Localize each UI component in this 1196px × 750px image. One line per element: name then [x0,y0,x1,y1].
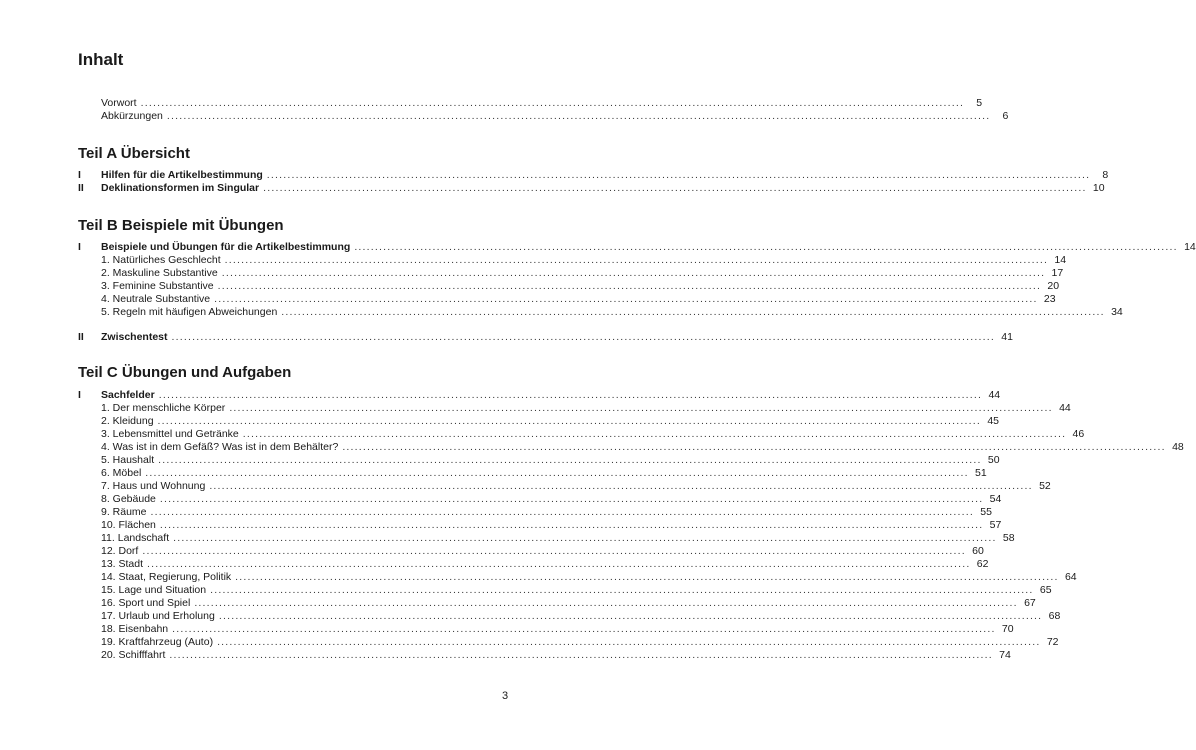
toc-entry-number: II [78,182,84,194]
toc-entry-label: 3. Lebensmittel und Getränke [101,428,239,440]
toc-entry [78,306,1123,319]
toc-entry-label: 13. Stadt [101,558,144,570]
dot-leader: ........................................................................................................................................................................................................ [354,241,1178,253]
toc-entry [78,169,1109,182]
toc-entry-label: 1. Der menschliche Körper [101,402,226,414]
toc-entry-page: 8 [1102,169,1109,181]
teil-b-heading: Teil B Beispiele mit Übungen [78,217,284,234]
dot-leader: ........................................................................................................................................................................................................ [217,280,1042,292]
toc-entry-label: 5. Haushalt [101,454,155,466]
toc-entry-label: 9. Räume [101,506,147,518]
toc-entry-label: 6. Möbel [101,467,142,479]
toc-entry [78,267,1064,280]
toc-entry-page: 14 [1184,241,1196,253]
toc-entry-label: Sachfelder [101,389,155,401]
toc-entry [78,441,1184,454]
toc-entry-page: 41 [1001,331,1013,343]
dot-leader: ........................................................................................................................................................................................................ [166,110,991,122]
toc-entry-page: 50 [987,454,1000,466]
toc-entry [78,558,989,571]
toc-entry-page: 23 [1043,293,1056,305]
teil-a-heading: Teil A Übersicht [78,145,190,162]
toc-entry [78,636,1059,649]
toc-entry-page: 46 [1072,428,1085,440]
toc-entry-page: 54 [989,493,1002,505]
toc-entry-page: 17 [1051,267,1064,279]
toc-entry [78,545,984,558]
dot-leader: ........................................................................................................................................................................................................ [224,254,1049,266]
toc-entry-label: 11. Landschaft [101,532,170,544]
toc-entry [78,293,1056,306]
toc-entry-label: 16. Sport und Spiel [101,597,191,609]
toc-entry [78,532,1015,545]
toc-entry-label: 3. Feminine Substantive [101,280,214,292]
dot-leader: ........................................................................................................................................................................................................ [242,428,1067,440]
toc-entry-page: 44 [988,389,1001,401]
dot-leader: ........................................................................................................................................................................................................ [210,584,1034,596]
dot-leader: ........................................................................................................................................................................................................ [214,293,1038,305]
toc-entry-page: 10 [1092,182,1105,194]
toc-entry [78,428,1085,441]
toc-entry [78,331,1013,344]
toc-entry-page: 74 [999,649,1011,661]
toc-entry-label: 2. Maskuline Substantive [101,267,218,279]
dot-leader: ........................................................................................................................................................................................................ [209,480,1033,492]
toc-entry-label: 12. Dorf [101,545,139,557]
teil-c-heading: Teil C Übungen und Aufgaben [78,364,292,381]
dot-leader: ........................................................................................................................................................................................................ [150,506,974,518]
toc-entry-page: 70 [1001,623,1014,635]
toc-entry-page: 62 [976,558,989,570]
toc-entry [78,454,1000,467]
dot-leader: ........................................................................................................................................................................................................ [147,558,971,570]
toc-entry-label: 5. Regeln mit häufigen Abweichungen [101,306,278,318]
dot-leader: ........................................................................................................................................................................................................ [229,402,1053,414]
toc-entry [78,254,1067,267]
toc-entry [78,97,983,110]
toc-entry-page: 44 [1059,402,1071,414]
toc-entry-label: 15. Lage und Situation [101,584,207,596]
toc-entry-label: 19. Kraftfahrzeug (Auto) [101,636,214,648]
toc-entry-page: 68 [1048,610,1061,622]
toc-entry-page: 48 [1172,441,1184,453]
page-number: 3 [502,690,509,702]
dot-leader: ........................................................................................................................................................................................................ [194,597,1018,609]
toc-entry-page: 14 [1054,254,1067,266]
toc-entry [78,389,1001,402]
toc-entry [78,571,1077,584]
dot-leader: ........................................................................................................................................................................................................ [217,636,1041,648]
dot-leader: ........................................................................................................................................................................................................ [263,182,1087,194]
toc-entry-page: 65 [1039,584,1052,596]
dot-leader: ........................................................................................................................................................................................................ [266,169,1091,181]
toc-entry-label: Vorwort [101,97,137,109]
toc-entry-label: 17. Urlaub und Erholung [101,610,215,622]
dot-leader: ........................................................................................................................................................................................................ [159,493,984,505]
toc-entry-page: 45 [987,415,999,427]
toc-entry-label: Hilfen für die Artikelbestimmung [101,169,263,181]
dot-leader: ........................................................................................................................................................................................................ [221,267,1046,279]
dot-leader: ........................................................................................................................................................................................................ [157,415,981,427]
toc-teil-b [78,241,1196,319]
toc-front-matter [78,97,1009,123]
toc-entry-page: 55 [980,506,992,518]
toc-entry [78,623,1014,636]
toc-entry-page: 57 [989,519,1002,531]
toc-entry-label: 20. Schifffahrt [101,649,166,661]
toc-entry [78,280,1060,293]
toc-entry [78,597,1036,610]
dot-leader: ........................................................................................................................................................................................................ [142,545,966,557]
toc-entry-label: Beispiele und Übungen für die Artikelbestimmung [101,241,351,253]
toc-entry-number: I [78,241,81,253]
toc-entry [78,110,1009,123]
toc-entry-page: 67 [1024,597,1036,609]
dot-leader: ........................................................................................................................................................................................................ [171,331,995,343]
toc-entry-label: Zwischentest [101,331,168,343]
toc-entry-page: 52 [1039,480,1051,492]
toc-entry-number: I [78,169,81,181]
toc-entry [78,480,1051,493]
toc-entry-label: 4. Neutrale Substantive [101,293,211,305]
dot-leader: ........................................................................................................................................................................................................ [158,389,983,401]
dot-leader: ........................................................................................................................................................................................................ [158,454,982,466]
toc-entry-label: Deklinationsformen im Singular [101,182,260,194]
toc-entry-page: 51 [975,467,987,479]
toc-entry [78,467,987,480]
dot-leader: ........................................................................................................................................................................................................ [342,441,1166,453]
toc-entry [78,584,1052,597]
toc-teil-a [78,169,1109,195]
toc-entry [78,241,1196,254]
toc-entry-page: 58 [1002,532,1015,544]
dot-leader: ........................................................................................................................................................................................................ [172,623,996,635]
toc-entry [78,506,992,519]
toc-entry-page: 5 [976,97,983,109]
toc-entry [78,402,1071,415]
toc-teil-b-test [78,331,1013,344]
toc-entry [78,519,1002,532]
dot-leader: ........................................................................................................................................................................................................ [218,610,1043,622]
toc-entry-page: 34 [1111,306,1123,318]
toc-entry-number: I [78,389,81,401]
toc-entry-label: 14. Staat, Regierung, Politik [101,571,232,583]
page-title: Inhalt [78,50,124,69]
toc-entry-label: 8. Gebäude [101,493,156,505]
toc-entry-label: 2. Kleidung [101,415,154,427]
toc-teil-c [78,389,1184,662]
toc-entry-label: 4. Was ist in dem Gefäß? Was ist in dem Behälter? [101,441,339,453]
toc-entry [78,182,1105,195]
toc-entry-label: 7. Haus und Wohnung [101,480,206,492]
toc-entry-page: 6 [1002,110,1009,122]
toc-entry-label: 18. Eisenbahn [101,623,169,635]
toc-entry-page: 72 [1046,636,1059,648]
toc-entry-label: 1. Natürliches Geschlecht [101,254,221,266]
toc-entry-page: 64 [1064,571,1077,583]
toc-entry-page: 20 [1047,280,1060,292]
toc-entry-label: Abkürzungen [101,110,163,122]
dot-leader: ........................................................................................................................................................................................................ [173,532,997,544]
toc-entry-page: 60 [972,545,984,557]
toc-entry [78,649,1011,662]
toc-entry-label: 10. Flächen [101,519,156,531]
dot-leader: ........................................................................................................................................................................................................ [159,519,984,531]
toc-entry [78,610,1061,623]
dot-leader: ........................................................................................................................................................................................................ [145,467,969,479]
dot-leader: ........................................................................................................................................................................................................ [140,97,965,109]
toc-entry [78,415,999,428]
dot-leader: ........................................................................................................................................................................................................ [235,571,1059,583]
dot-leader: ........................................................................................................................................................................................................ [169,649,993,661]
dot-leader: ........................................................................................................................................................................................................ [281,306,1105,318]
toc-entry [78,493,1002,506]
toc-entry-number: II [78,331,84,343]
